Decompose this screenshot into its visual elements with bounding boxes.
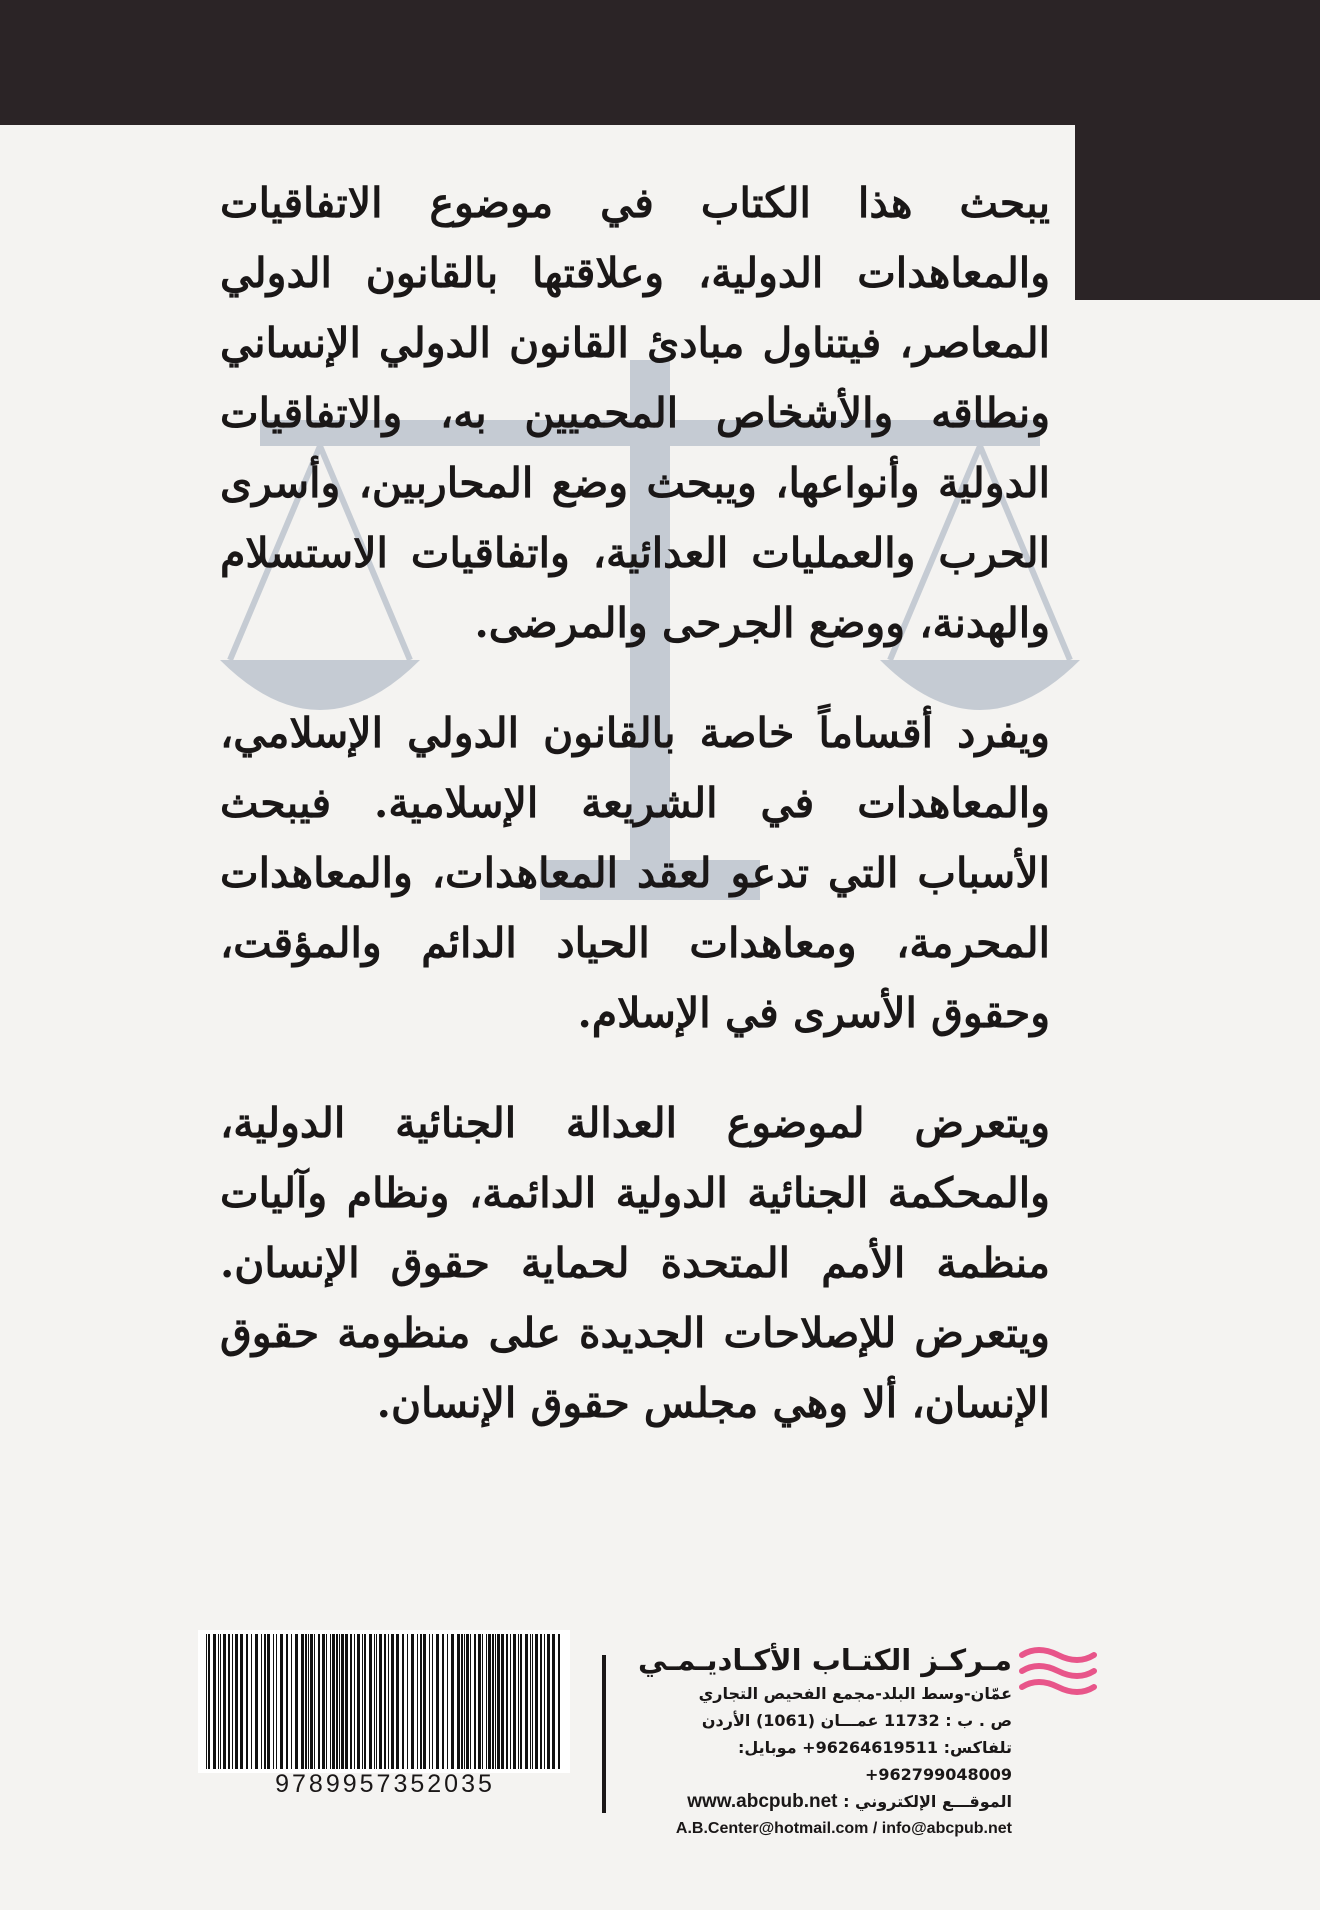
barcode-bar [540, 1634, 542, 1769]
barcode-bar [478, 1634, 481, 1769]
barcode-bar [495, 1634, 496, 1769]
description-paragraph-3: ويتعرض لموضوع العدالة الجنائية الدولية، والمحكمة الجنائية الدولية الدائمة، ونظام وآليات منظمة الأمم المتحدة لحماية حقوق الإنسان. ويتعرض للإصلاحات الجديدة على منظومة حقوق الإنسان، ألا وهي مجلس حقوق الإنسان. [220, 1099, 1050, 1427]
publisher-info [612, 1640, 1012, 1842]
barcode-bar [228, 1634, 230, 1769]
barcode-bar [547, 1634, 550, 1769]
barcode-bar [379, 1634, 382, 1769]
publisher-phones: تلفاكس: 96264619511+ موبايل: 962799048009+ [737, 1738, 1012, 1784]
barcode-bar [350, 1634, 352, 1769]
barcode-bar [486, 1634, 487, 1769]
barcode-bar [339, 1634, 340, 1769]
barcode-bar [552, 1634, 555, 1769]
barcode-bar [235, 1634, 238, 1769]
barcode-bar [492, 1634, 494, 1769]
barcode-bar [310, 1634, 313, 1769]
barcode-bar [308, 1634, 309, 1769]
barcode-bar [362, 1634, 363, 1769]
publisher-address: عمّان-وسط البلد-مجمع الفحيص التجاري [698, 1684, 1012, 1703]
isbn-barcode [198, 1630, 570, 1773]
barcode-bar [525, 1634, 528, 1769]
vertical-divider [602, 1655, 606, 1813]
barcode-bar [388, 1634, 389, 1769]
barcode-bar [345, 1634, 348, 1769]
barcode-bar [314, 1634, 315, 1769]
barcode-bar [267, 1634, 270, 1769]
barcode-bar [411, 1634, 414, 1769]
barcode-bar [432, 1634, 433, 1769]
barcode-bar [301, 1634, 304, 1769]
barcode-bar [482, 1634, 483, 1769]
barcode-bar [535, 1634, 538, 1769]
barcode-bar [213, 1634, 216, 1769]
barcode-bar [501, 1634, 504, 1769]
barcode-bar [396, 1634, 399, 1769]
barcode-bar [305, 1634, 307, 1769]
barcode-bar [442, 1634, 444, 1769]
barcode-bar [384, 1634, 386, 1769]
barcode-bar [464, 1634, 465, 1769]
barcode-bar [488, 1634, 491, 1769]
barcode-bar [461, 1634, 463, 1769]
barcode-bar [330, 1634, 331, 1769]
publisher-emails[interactable]: A.B.Center@hotmail.com / info@abcpub.net [675, 1820, 1012, 1837]
barcode-bar [322, 1634, 325, 1769]
barcode-bar [276, 1634, 277, 1769]
barcode-bar [354, 1634, 355, 1769]
back-cover-description [220, 168, 1050, 1478]
barcode-bar [326, 1634, 327, 1769]
barcode-bar [264, 1634, 266, 1769]
barcode-bars [198, 1630, 570, 1773]
barcode-bar [273, 1634, 274, 1769]
barcode-bar [251, 1634, 252, 1769]
barcode-bar [420, 1634, 422, 1769]
barcode-bar [286, 1634, 288, 1769]
publisher-website-row [612, 1788, 1012, 1815]
barcode-bar [510, 1634, 511, 1769]
barcode-bar [429, 1634, 430, 1769]
barcode-bar [417, 1634, 418, 1769]
barcode-bar [318, 1634, 320, 1769]
barcode-bar [436, 1634, 439, 1769]
barcode-bar [220, 1634, 221, 1769]
barcode-bar [223, 1634, 226, 1769]
publisher-pobox: ص . ب : 11732 عمـــان (1061) الأردن [701, 1711, 1012, 1730]
barcode-bar [255, 1634, 258, 1769]
barcode-bar [206, 1634, 207, 1769]
barcode-bar [520, 1634, 522, 1769]
barcode-bar [423, 1634, 426, 1769]
barcode-bar [232, 1634, 233, 1769]
description-paragraph-1: يبحث هذا الكتاب في موضوع الاتفاقيات والمعاهدات الدولية، وعلاقتها بالقانون الدولي المعاصر، فيتناول مبادئ القانون الدولي الإنساني ونطاقه والأشخاص المحميين به، والاتفاقيات الدولية وأنواعها، ويبحث وضع المحاربين، وأسرى الحرب والعمليات العدائية، واتفاقيات الاستسلام والهدنة، ووضع الجرحى والمرضى. [220, 179, 1050, 647]
website-link[interactable]: www.abcpub.net [687, 1791, 838, 1812]
barcode-bar [457, 1634, 460, 1769]
barcode-bar [280, 1634, 283, 1769]
isbn-number: 9789957352035 [275, 1770, 495, 1798]
barcode-bar [364, 1634, 366, 1769]
barcode-bar [532, 1634, 533, 1769]
barcode-bar [497, 1634, 500, 1769]
barcode-bar [376, 1634, 377, 1769]
publisher-name: مـركـز الكتـاب الأكـاديـمـي [638, 1643, 1012, 1677]
website-label: الموقـــع الإلكتروني : [843, 1792, 1012, 1811]
barcode-bar [407, 1634, 408, 1769]
right-dark-band [1075, 0, 1320, 300]
barcode-bar [341, 1634, 344, 1769]
barcode-bar [246, 1634, 248, 1769]
barcode-bar [369, 1634, 372, 1769]
barcode-bar [513, 1634, 516, 1769]
description-paragraph-2: ويفرد أقساماً خاصة بالقانون الدولي الإسلامي، والمعاهدات في الشريعة الإسلامية. فيبحث الأسباب التي تدعو لعقد المعاهدات، والمعاهدات المحرمة، ومعاهدات الحياد الدائم والمؤقت، وحقوق الأسرى في الإسلام. [220, 709, 1050, 1037]
barcode-bar [402, 1634, 404, 1769]
barcode-bar [466, 1634, 469, 1769]
barcode-bar [506, 1634, 508, 1769]
barcode-bar [447, 1634, 448, 1769]
barcode-bar [336, 1634, 338, 1769]
barcode-bar [295, 1634, 298, 1769]
barcode-bar [530, 1634, 531, 1769]
barcode-bar [357, 1634, 360, 1769]
barcode-bar [208, 1634, 210, 1769]
barcode-bar [332, 1634, 335, 1769]
publisher-logo-icon [1018, 1645, 1098, 1697]
barcode-bar [240, 1634, 243, 1769]
barcode-bar [261, 1634, 262, 1769]
barcode-bar [218, 1634, 219, 1769]
barcode-bar [544, 1634, 545, 1769]
barcode-bar [391, 1634, 394, 1769]
barcode-bar [374, 1634, 375, 1769]
barcode-bar [558, 1634, 560, 1769]
barcode-bar [518, 1634, 519, 1769]
barcode-bar [291, 1634, 292, 1769]
barcode-bar [474, 1634, 476, 1769]
barcode-bar [451, 1634, 454, 1769]
barcode-bar [470, 1634, 471, 1769]
